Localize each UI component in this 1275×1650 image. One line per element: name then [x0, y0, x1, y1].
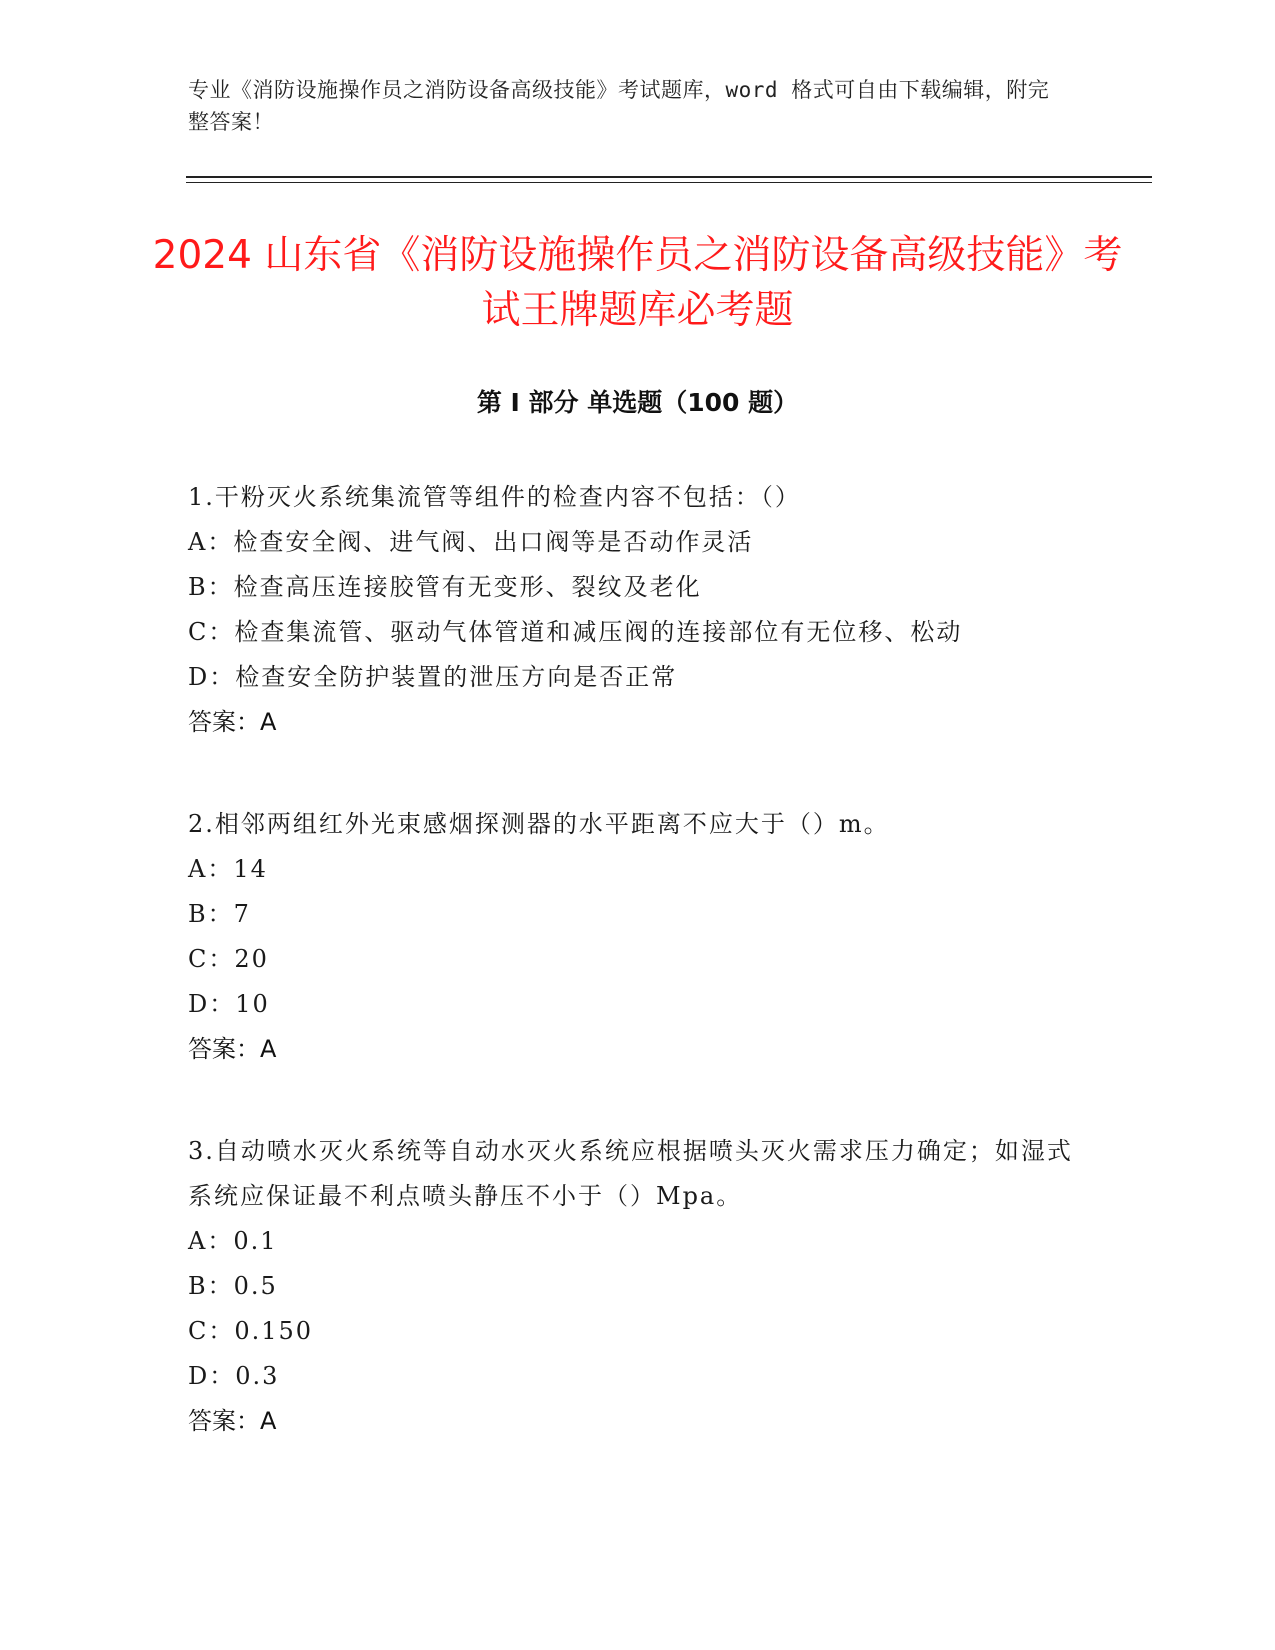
question-stem: 1.干粉灭火系统集流管等组件的检查内容不包括：（）: [188, 483, 801, 511]
option-a: A：14: [188, 855, 268, 883]
header-divider-thick: [186, 176, 1152, 178]
answer: 答案：A: [188, 1035, 277, 1063]
answer: 答案：A: [188, 708, 277, 736]
option-d: D：检查安全防护装置的泄压方向是否正常: [188, 663, 678, 691]
question-2: [188, 802, 1088, 1072]
header-divider-thin: [186, 182, 1152, 183]
question-1: [188, 475, 1088, 745]
question-list: [188, 475, 1088, 1501]
question-stem: 3.自动喷水灭火系统等自动水灭火系统应根据喷头灭火需求压力确定；如湿式系统应保证最不利点喷头静压不小于（）Mpa。: [188, 1137, 1073, 1210]
option-d: D：10: [188, 990, 270, 1018]
option-c: C：0.150: [188, 1317, 314, 1345]
answer: 答案：A: [188, 1407, 277, 1435]
option-b: B：0.5: [188, 1272, 278, 1300]
option-a: A：0.1: [188, 1227, 278, 1255]
option-c: C：20: [188, 945, 269, 973]
option-b: B：7: [188, 900, 251, 928]
header-note: 专业《消防设施操作员之消防设备高级技能》考试题库，word 格式可自由下载编辑，附完整答案！: [188, 78, 1050, 134]
section-heading: 第 I 部分 单选题（100 题）: [476, 388, 799, 417]
document-title: 2024 山东省《消防设施操作员之消防设备高级技能》考试王牌题库必考题: [152, 233, 1123, 333]
option-b: B：检查高压连接胶管有无变形、裂纹及老化: [188, 573, 702, 601]
question-stem: 2.相邻两组红外光束感烟探测器的水平距离不应大于（）m。: [188, 810, 890, 838]
option-d: D：0.3: [188, 1362, 280, 1390]
option-a: A：检查安全阀、进气阀、出口阀等是否动作灵活: [188, 528, 754, 556]
option-c: C：检查集流管、驱动气体管道和减压阀的连接部位有无位移、松动: [188, 618, 963, 646]
question-3: [188, 1129, 1088, 1444]
